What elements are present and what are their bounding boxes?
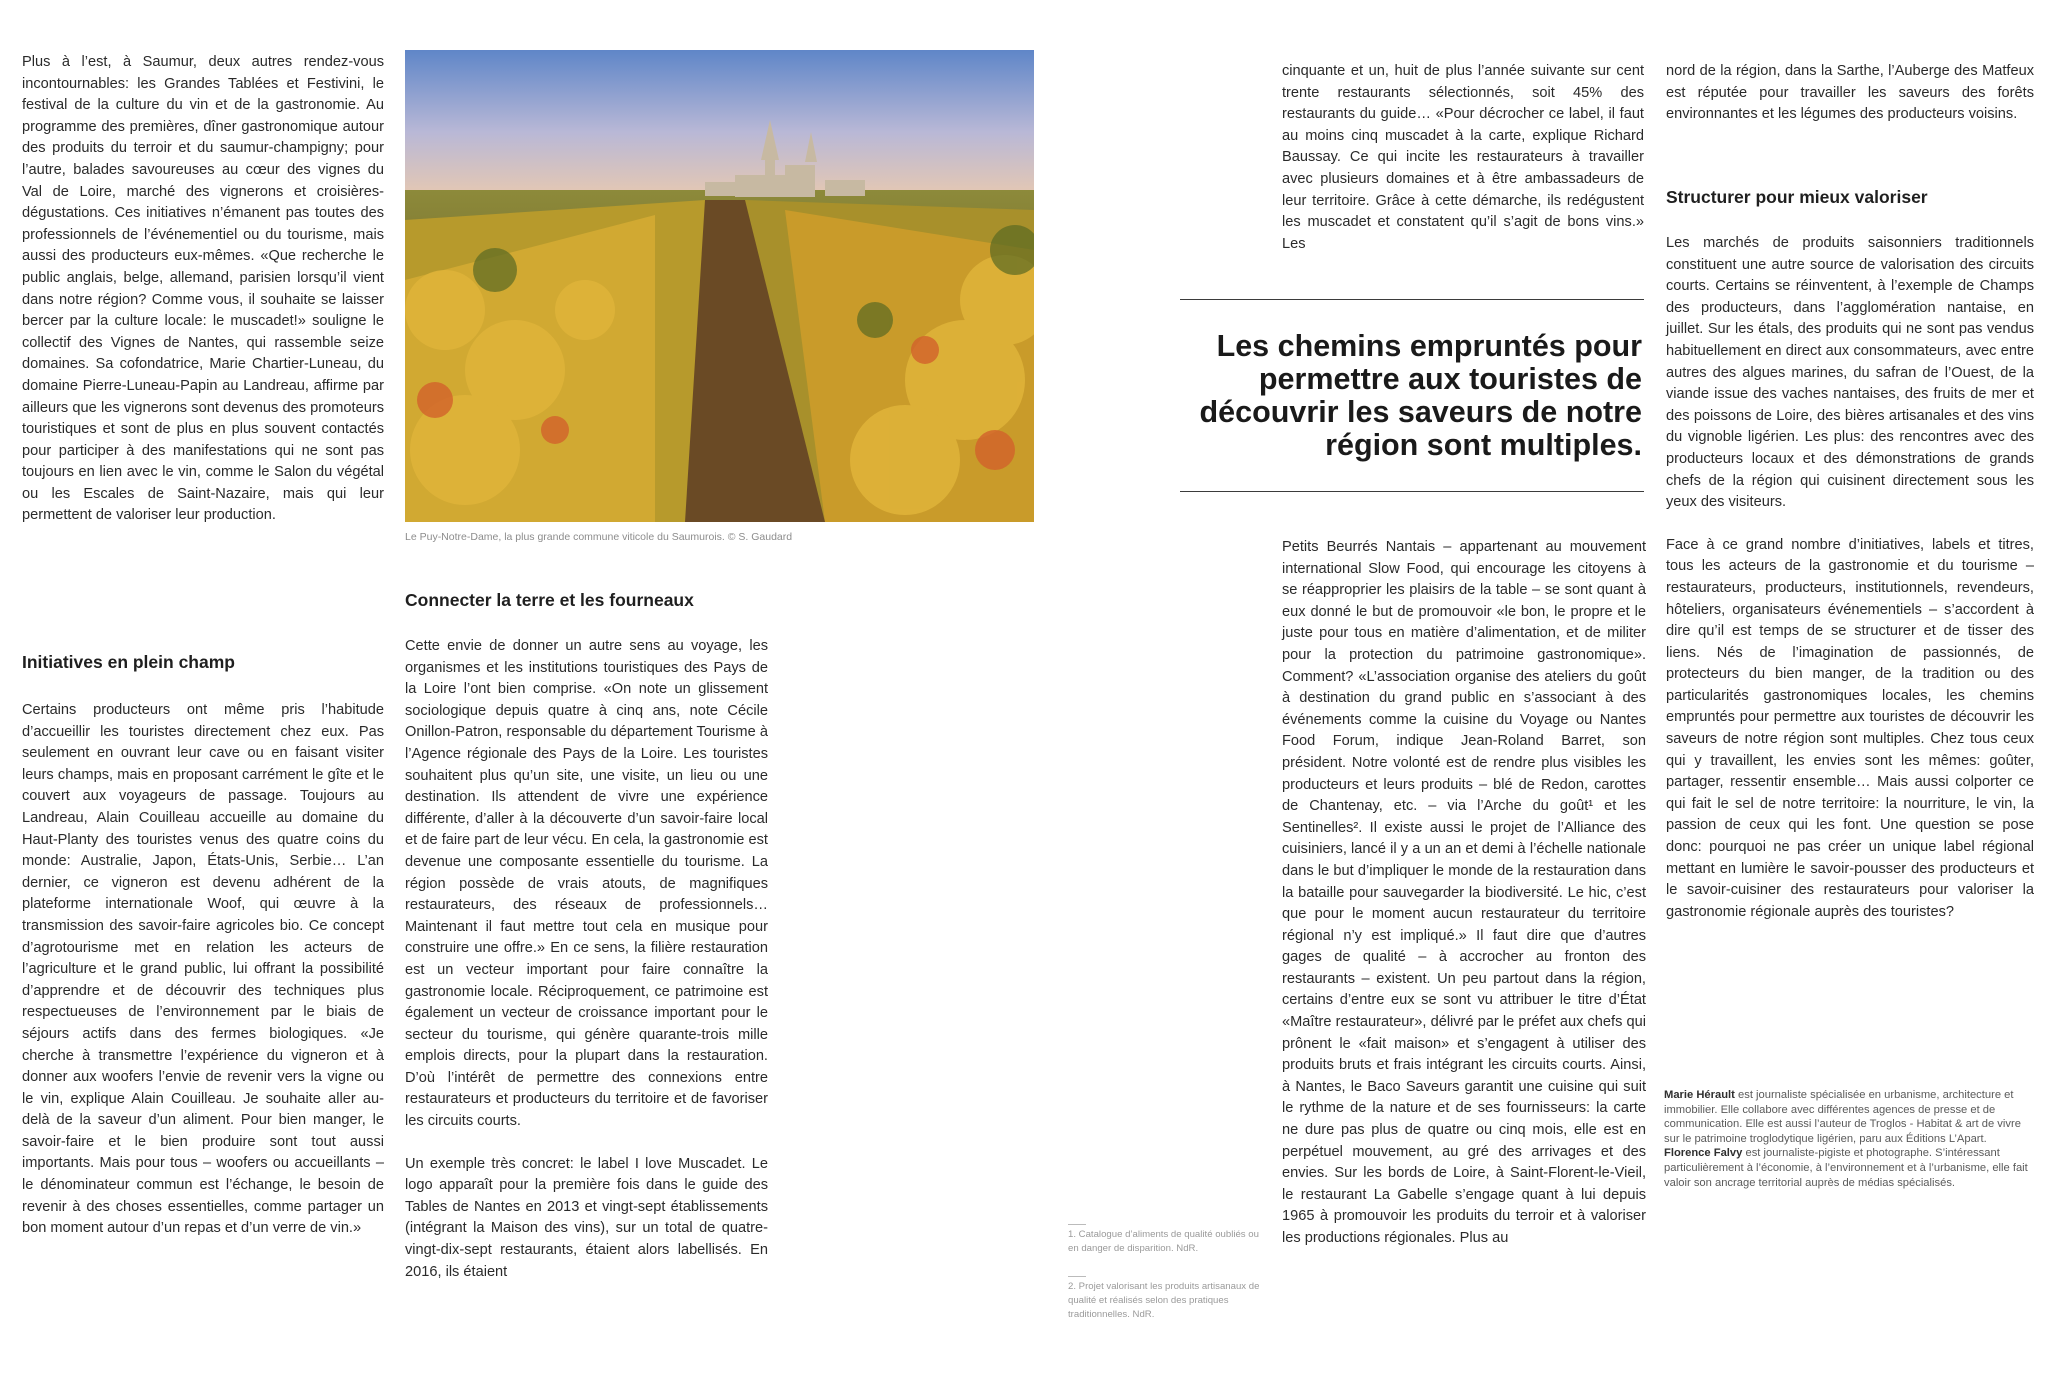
vineyard-illustration — [405, 50, 1034, 522]
column-2 — [405, 636, 768, 1283]
column-3-top — [1282, 61, 1644, 255]
footnote-2: 2. Projet valorisant les produits artisanaux de qualité et réalisés selon des pratiques traditionnelles. NdR. — [1068, 1281, 1260, 1320]
column-1 — [22, 52, 384, 527]
paragraph: Face à ce grand nombre d’initiatives, labels et titres, tous les acteurs de la gastronomie et du tourisme – restaurateurs, producteurs, institutionnels, revendeurs, hôteliers, organisateurs événementiels – s’accordent à dire qu’il est temps de se structurer et de tisser des liens. Nés de l’imagination de passionnés, de protecteurs du bien manger, de la tradition ou des particularités gastronomiques locales, les chemins empruntés pour permettre aux touristes de découvrir les saveurs de notre région sont multiples. Chez tous ceux qui y travaillent, les envies sont les mêmes: goûter, partager, ressentir ensemble… Mais aussi colporter ce qui fait le sel de notre territoire: la nourriture, le vin, la passion de ceux qui les font. Une question se pose donc: pourquoi ne pas créer un unique label régional mettant en lumière le savoir-pousser des producteurs et le savoir-cuisiner des restaurateurs pour valoriser la gastronomie régionale auprès des touristes? — [1666, 536, 2034, 920]
paragraph: Plus à l’est, à Saumur, deux autres rendez-vous incontournables: les Grandes Tablées et Festivini, le festival de la culture du vin et de la gastronomie. Au programme des premières, dîner gastronomique autour des produits du terroir et du saumur-champigny; pour l’autre, balades savoureuses au cœur des vignes du Val de Loire, marché des vignerons et croisières-dégustations. Ces initiatives n’émanent pas toutes des professionnels de l’événementiel ou du tourisme, mais aussi des producteurs eux-mêmes. «Que recherche le public anglais, belge, allemand, parisien lorsqu’il vient dans notre région? Comme vous, il souhaite se laisser bercer par la culture locale: le muscadet!» souligne le collectif des Vignes de Nantes, qui rassemble seize domaines. Sa cofondatrice, Marie Chartier-Luneau, du domaine Pierre-Luneau-Papin au Landreau, affirme par ailleurs que les vignerons sont devenus des promoteurs touristiques et sont de plus en plus souvent contactés pour participer à des manifestations qui ne sont pas toujours en lien avec le vin, comme le Salon du végétal ou les Escales de Saint-Nazaire, mais qui leur permettent de valoriser leur production. — [22, 54, 384, 524]
photo-caption: Le Puy-Notre-Dame, la plus grande commune viticole du Saumurois. © S. Gaudard — [405, 531, 793, 543]
column-4-continued — [1666, 233, 2034, 923]
paragraph: Un exemple très concret: le label I love Muscadet. Le logo apparaît pour la première fois dans le guide des Tables de Nantes en 2013 et vingt-sept établissements (intégrant la Maison des vins), sur un total de quatre-vingt-dix-sept restaurants, étaient alors labellisés. En 2016, ils étaient — [405, 1155, 768, 1280]
footnotes — [1068, 1224, 1268, 1342]
paragraph: nord de la région, dans la Sarthe, l’Auberge des Matfeux est réputée pour travailler les saveurs des forêts environnantes et les légumes des producteurs voisins. — [1666, 63, 2034, 123]
subheading-structurer: Structurer pour mieux valoriser — [1666, 187, 1928, 207]
footnote-separator — [1068, 1224, 1086, 1225]
author-name: Florence Falvy — [1664, 1147, 1743, 1160]
paragraph: Les marchés de produits saisonniers traditionnels constituent une autre source de valorisation des circuits courts. Certains se réinventent, à l’exemple de Champs des producteurs, dans l’agglomération nantaise, en juillet. Sur les étals, des produits qui ne sont pas vendus habituellement en direct aux consommateurs, avec entre autres des algues marines, du safran de l’Ouest, de la viande issue des vaches nantaises, des fruits de mer et des poissons de Loire, des bières artisanales et des vins du vignoble ligérien. Les plus: des rencontres avec des producteurs locaux et des démonstrations de grands chefs de la région qui cuisinent directement sous les yeux des visiteurs. — [1666, 235, 2034, 511]
footnote-1: 1. Catalogue d’aliments de qualité oubliés ou en danger de disparition. NdR. — [1068, 1229, 1259, 1254]
subheading-initiatives: Initiatives en plein champ — [22, 652, 235, 672]
paragraph: Cette envie de donner un autre sens au voyage, les organismes et les institutions touristiques des Pays de la Loire l’ont bien comprise. «On note un glissement sociologique depuis quatre à cinq ans, note Cécile Onillon-Patron, responsable du département Tourisme à l’Agence régionale des Pays de la Loire. Les touristes souhaitent plus qu’un site, une visite, un lieu ou une destination. Ils attendent de vivre une expérience différente, d’aller à la découverte d’un savoir-faire local et de faire part de leur vécu. En cela, la gastronomie est devenue une composante essentielle du tourisme. La région possède de vrais atouts, de magnifiques restaurateurs, des réseaux de professionnels… Maintenant il faut mettre tout cela en musique pour construire une offre.» En ce sens, la filière restauration est un vecteur important pour faire connaître la gastronomie locale. Réciproquement, ce patrimoine est également un vecteur de croissance important pour le secteur du tourisme, qui génère quarante-trois mille emplois directs, pour la plupart dans la restauration. D’où l’intérêt de permettre des connexions entre restaurateurs et producteurs du territoire et de favoriser les circuits courts. — [405, 638, 768, 1130]
paragraph: Certains producteurs ont même pris l’habitude d’accueillir les touristes directement chez eux. Pas seulement en ouvrant leur cave ou en faisant visiter leurs champs, mais en proposant carrément le gîte et le couvert aux voyageurs de passage. Toujours au Landreau, Alain Couilleau accueille au domaine du Haut-Planty des touristes venus des quatre coins du monde: Australie, Japon, États-Unis, Serbie… L’an dernier, ce vigneron est devenu adhérent de la plateforme internationale Woof, qui œuvre à la transmission des savoir-faire agricoles bio. Ce concept d’agrotourisme met en relation les acteurs de l’agriculture et le grand public, lui offrant la possibilité d’apprendre et de découvrir des techniques plus respectueuses de l’environnement par le biais de séjours actifs dans des fermes biologiques. «Je cherche à transmettre l’expérience du vigneron et à donner aux woofers l’envie de revenir vers la vigne ou le vin, explique Alain Couilleau. Je souhaite aller au-delà de la saveur d’un aliment. Pour bien manger, le savoir-faire et le bien produire sont tout aussi importants. Mais pour tous – woofers ou accueillants – le dénominateur commun est l’échange, le besoin de revenir à des choses essentielles, comme partager un bon moment autour d’un repas et d’un verre de vin.» — [22, 702, 384, 1237]
paragraph: cinquante et un, huit de plus l’année suivante sur cent trente restaurants sélectionnés, soit 45% des restaurants du guide… «Pour décrocher ce label, il faut au moins cinq muscadet à la carte, explique Richard Baussay. Ce qui incite les restaurateurs à travailler avec plusieurs domaines et à être ambassadeurs de leur territoire. Grâce à cette démarche, ils redégustent les muscadet et constatent qu’il s’agit de bons vins.» Les — [1282, 63, 1644, 252]
subheading-connecter: Connecter la terre et les fourneaux — [405, 590, 694, 610]
vineyard-photo — [405, 50, 1034, 522]
pull-quote-rule-top — [1180, 299, 1644, 300]
column-3-bottom — [1282, 537, 1646, 1250]
paragraph: Petits Beurrés Nantais – appartenant au mouvement international Slow Food, qui encourage les citoyens à se réapproprier les plaisirs de la table – se sont quant à eux donné le but de promouvoir «le bon, le propre et le juste pour tous en matière d’alimentation, et de militer pour la protection du patrimoine gastronomique». Comment? «L’association organise des ateliers du goût à destination du grand public en s’associant à des événements comme la cuisine du Voyage ou Nantes Food Forum, indique Jean-Roland Barret, son président. Notre volonté est de rendre plus visibles les producteurs et leurs produits – blé de Redon, carottes de Chantenay, etc. – via l’Arche du goût¹ et les Sentinelles². Il existe aussi le projet de l’Alliance des cuisiniers, lancé il y a un an et demi à l’échelle nationale dans le but d’impliquer le monde de la restauration dans la bataille pour sauvegarder la biodiversité. Le hic, c’est que pour le moment aucun restaurateur du territoire régional n’y est impliqué.» Il faut dire que d’autres gages de qualité – à accrocher au fronton des restaurants – existent. Un peu partout dans la région, certains d’entre eux se sont vu attribuer le titre d’État «Maître restaurateur», délivré par le préfet aux chefs qui prônent le «fait maison» et s’engagent à utiliser des produits bruts et frais intégrant les circuits courts. Ainsi, à Nantes, le Baco Saveurs garantit une cuisine qui suit le rythme de la nature et de ses fournisseurs: la carte ne dure pas plus de quatre ou cinq mois, elle est en perpétuel mouvement, au gré des arrivages et des envies. Sur les bords de Loire, à Saint-Florent-le-Vieil, le restaurant La Gabelle s’engage quant à lui depuis 1965 à promouvoir les produits du terroir et à valoriser les productions régionales. Plus au — [1282, 539, 1646, 1246]
footnote-separator — [1068, 1276, 1086, 1277]
column-1-continued — [22, 700, 384, 1240]
author-name: Marie Hérault — [1664, 1089, 1735, 1101]
author-bios — [1664, 1088, 2034, 1190]
author-bio: est journaliste spécialisée en urbanisme, architecture et immobilier. Elle collabore avec différentes agences de presse et de communication. Elle est aussi l’auteur de Troglos - Habitat & art de vivre sur le patrimoine troglodytique ligérien, paru aux Éditions L’Apart. — [1664, 1089, 2021, 1145]
pull-quote-rule-bottom — [1180, 491, 1644, 492]
author-bio: est journaliste-pigiste et photographe. S’intéressant particulièrement à l’économie, à l’environnement et à l’urbanisme, elle fait valoir son ancrage territorial auprès de médias spécialisés. — [1664, 1147, 2028, 1189]
column-4 — [1666, 61, 2034, 126]
pull-quote: Les chemins empruntés pour permettre aux touristes de découvrir les saveurs de notre région sont multiples. — [1199, 329, 1642, 462]
